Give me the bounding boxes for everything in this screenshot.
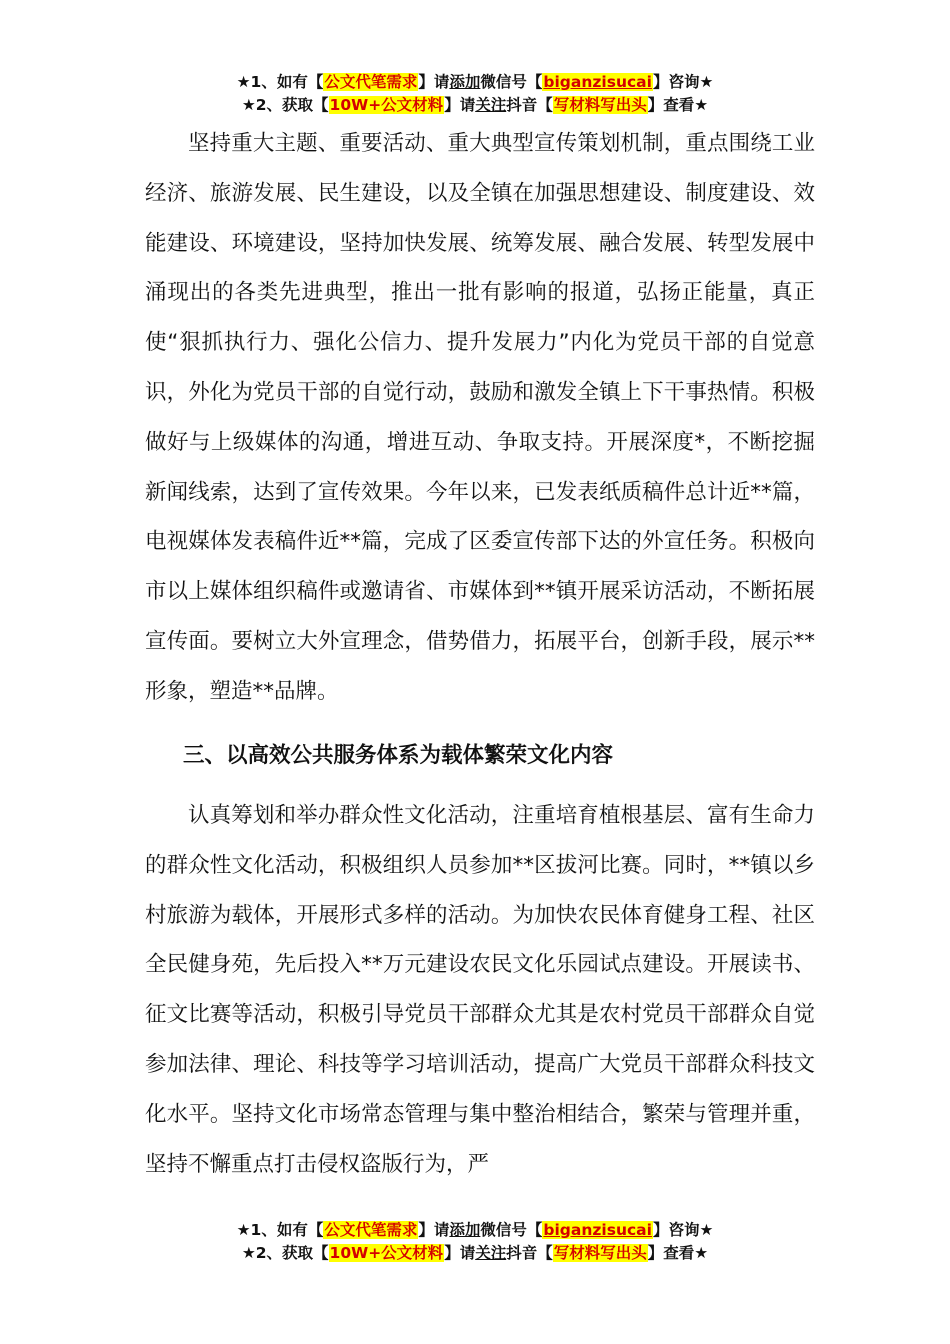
wechat-id[interactable]: biganzisucai (543, 73, 652, 91)
body-section-2 (145, 791, 815, 1189)
star-icon: ★ (694, 96, 709, 114)
banner-line-1: ★1、如有【公文代笔需求】请添加微信号【biganzisucai】咨询★ (236, 1221, 714, 1239)
banner-line-2: ★2、获取【10W+公文材料】请关注抖音【写材料写出头】查看★ (241, 1244, 709, 1262)
star-icon: ★ (236, 73, 251, 91)
highlight-materials: 10W+公文材料 (329, 96, 444, 114)
star-icon: ★ (241, 1244, 256, 1262)
section-heading: 三、以高效公共服务体系为载体繁荣文化内容 (183, 743, 614, 768)
star-icon: ★ (241, 96, 256, 114)
star-icon: ★ (699, 73, 714, 91)
footer-banner (0, 1219, 950, 1265)
wechat-id[interactable]: biganzisucai (543, 1221, 652, 1239)
star-icon: ★ (699, 1221, 714, 1239)
star-icon: ★ (236, 1221, 251, 1239)
douyin-account[interactable]: 写材料写出头 (553, 1244, 647, 1262)
header-banner (0, 71, 950, 117)
highlight-service: 公文代笔需求 (324, 1221, 418, 1239)
banner-line-1: ★1、如有【公文代笔需求】请添加微信号【biganzisucai】咨询★ (236, 73, 714, 91)
banner-line-2: ★2、获取【10W+公文材料】请关注抖音【写材料写出头】查看★ (241, 96, 709, 114)
star-icon: ★ (694, 1244, 709, 1262)
highlight-materials: 10W+公文材料 (329, 1244, 444, 1262)
highlight-service: 公文代笔需求 (324, 73, 418, 91)
paragraph: 坚持重大主题、重要活动、重大典型宣传策划机制，重点围绕工业经济、旅游发展、民生建设，以及全镇在加强思想建设、制度建设、效能建设、环境建设，坚持加快发展、统筹发展、融合发展、转型发展中涌现出的各类先进典型，推出一批有影响的报道，弘扬正能量，真正使“狠抓执行力、强化公信力、提升发展力”内化为党员干部的自觉意识，外化为党员干部的自觉行动，鼓励和激发全镇上下干事热情。积极做好与上级媒体的沟通，增进互动、争取支持。开展深度*，不断挖掘新闻线索，达到了宣传效果。今年以来，已发表纸质稿件总计近**篇，电视媒体发表稿件近**篇，完成了区委宣传部下达的外宣任务。积极向市以上媒体组织稿件或邀请省、市媒体到**镇开展采访活动，不断拓展宣传面。要树立大外宣理念，借势借力，拓展平台，创新手段，展示**形象，塑造**品牌。 (145, 131, 815, 704)
douyin-account[interactable]: 写材料写出头 (553, 96, 647, 114)
paragraph: 认真筹划和举办群众性文化活动，注重培育植根基层、富有生命力的群众性文化活动，积极组织人员参加**区拔河比赛。同时，**镇以乡村旅游为载体，开展形式多样的活动。为加快农民体育健身工程、社区全民健身苑，先后投入**万元建设农民文化乐园试点建设。开展读书、征文比赛等活动，积极引导党员干部群众尤其是农村党员干部群众自觉参加法律、理论、科技等学习培训活动，提高广大党员干部群众科技文化水平。坚持文化市场常态管理与集中整治相结合，繁荣与管理并重，坚持不懈重点打击侵权盗版行为，严 (145, 803, 815, 1177)
body-section-1 (145, 119, 815, 717)
